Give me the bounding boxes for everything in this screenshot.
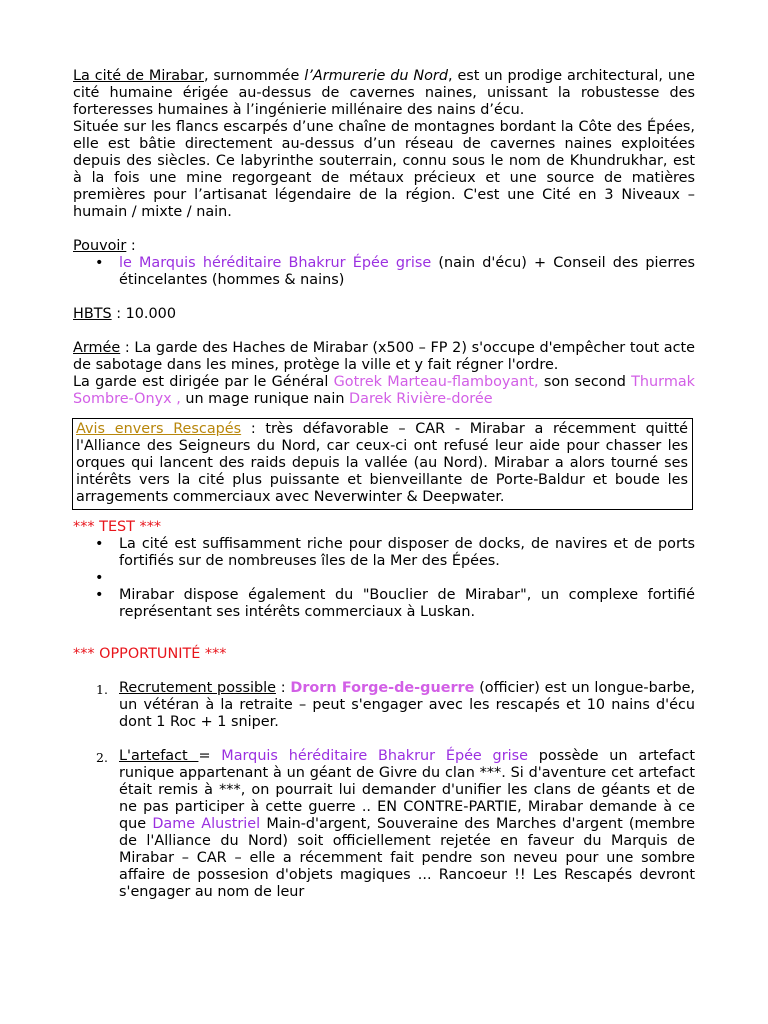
test-heading: *** TEST *** [73, 519, 162, 535]
armee-paragraph: Armée : La garde des Haches de Mirabar (x500 – FP 2) s'occupe d'empêcher tout acte de sabotage dans les mines, protège la ville et y fait régner l'ordre. [73, 340, 695, 373]
hbts-line: HBTS : 10.000 [73, 306, 176, 322]
dame-name: Dame Alustriel [152, 816, 261, 832]
list-item: • La cité est suffisamment riche pour disposer de docks, de navires et de ports fortifiés sur de nombreuses îles de la Mer des Épées. [73, 536, 695, 570]
garde-paragraph: La garde est dirigée par le Général Gotrek Marteau-flamboyant, son second Thurmak Sombre-Onyx , un mage runique nain Darek Rivière-dorée [73, 374, 695, 407]
intro-paragraph: La cité de Mirabar, surnommée l’Armurerie du Nord, est un prodige architectural, une cité humaine érigée au-dessus de cavernes naines, unissant la robustesse des forteresses humaines à l’ingénierie millénaire des nains d’écu. [73, 68, 695, 118]
pouvoir-heading: Pouvoir : [73, 238, 136, 254]
opportunite-list [73, 680, 695, 901]
avis-box: Avis envers Rescapés : très défavorable – CAR - Mirabar a récemment quitté l'Alliance des Seigneurs du Nord, car ceux-ci ont refusé leur aide pour chasser les orques qui lancent des raids depuis la vallée (au Nord). Mirabar a alors tourné ses intérêts vers la cité plus puissante et bienveillante de Porte-Baldur et boude les arragements commerciaux avec Neverwinter & Deepwater. [72, 418, 693, 510]
pouvoir-list [73, 255, 695, 289]
city-name: La cité de Mirabar [73, 68, 204, 84]
list-item: 2. L'artefact = Marquis héréditaire Bhakrur Épée grise possède un artefact runique appartenant à un géant de Givre du clan ***. Si d'aventure cet artefact était remis à ***, on pourrait lui demander d'unifier les clans de géants et de ne pas participer à cette guerre .. EN CONTRE-PARTIE, Mirabar demande à ce que Dame Alustriel Main-d'argent, Souveraine des Marches d'argent (membre de l'Alliance du Nord) soit officiellement rejetée en faveur du Marquis de Mirabar – CAR – elle a récemment fait pendre son neveu pour une sombre affaire de possesion d'objets magiques ... Rancoeur !! Les Rescapés devront s'engager au nom de leur [96, 748, 696, 900]
list-item: • Mirabar dispose également du "Bouclier de Mirabar", un complexe fortifié représentant ses intérêts commerciaux à Luskan. [73, 587, 695, 621]
marquis-name: Marquis héréditaire Bhakrur Épée grise [221, 748, 528, 764]
list-item: 1. Recrutement possible : Drorn Forge-de-guerre (officier) est un longue-barbe, un vétéran à la retraite – peut s'engager avec les rescapés et 10 nains d'écu dont 1 Roc + 1 sniper. [96, 680, 696, 730]
document-page [73, 68, 695, 901]
city-nickname: l’Armurerie du Nord [304, 68, 448, 84]
recruit-name: Drorn Forge-de-guerre [290, 680, 475, 696]
general-name: Gotrek Marteau-flamboyant, [333, 374, 539, 390]
avis-label: Avis envers Rescapés [76, 421, 242, 437]
opportunite-heading: *** OPPORTUNITÉ *** [73, 646, 227, 662]
second-name: Thurmak Sombre-Onyx , [73, 374, 695, 407]
ruler-name: le Marquis héréditaire Bhakrur Épée grise [119, 255, 432, 271]
mage-name: Darek Rivière-dorée [349, 391, 493, 407]
test-list [73, 536, 695, 621]
list-item: • le Marquis héréditaire Bhakrur Épée grise (nain d'écu) + Conseil des pierres étincelantes (hommes & nains) [73, 255, 695, 289]
location-paragraph: Située sur les flancs escarpés d’une chaîne de montagnes bordant la Côte des Épées, elle est bâtie directement au-dessus d’un réseau de cavernes naines exploitées depuis des siècles. Ce labyrinthe souterrain, connu sous le nom de Khundrukhar, est à la fois une mine regorgeant de métaux précieux et une source de matières premières pour l’artisanat légendaire de la région. C'est une Cité en 3 Niveaux – humain / mixte / nain. [73, 119, 695, 220]
